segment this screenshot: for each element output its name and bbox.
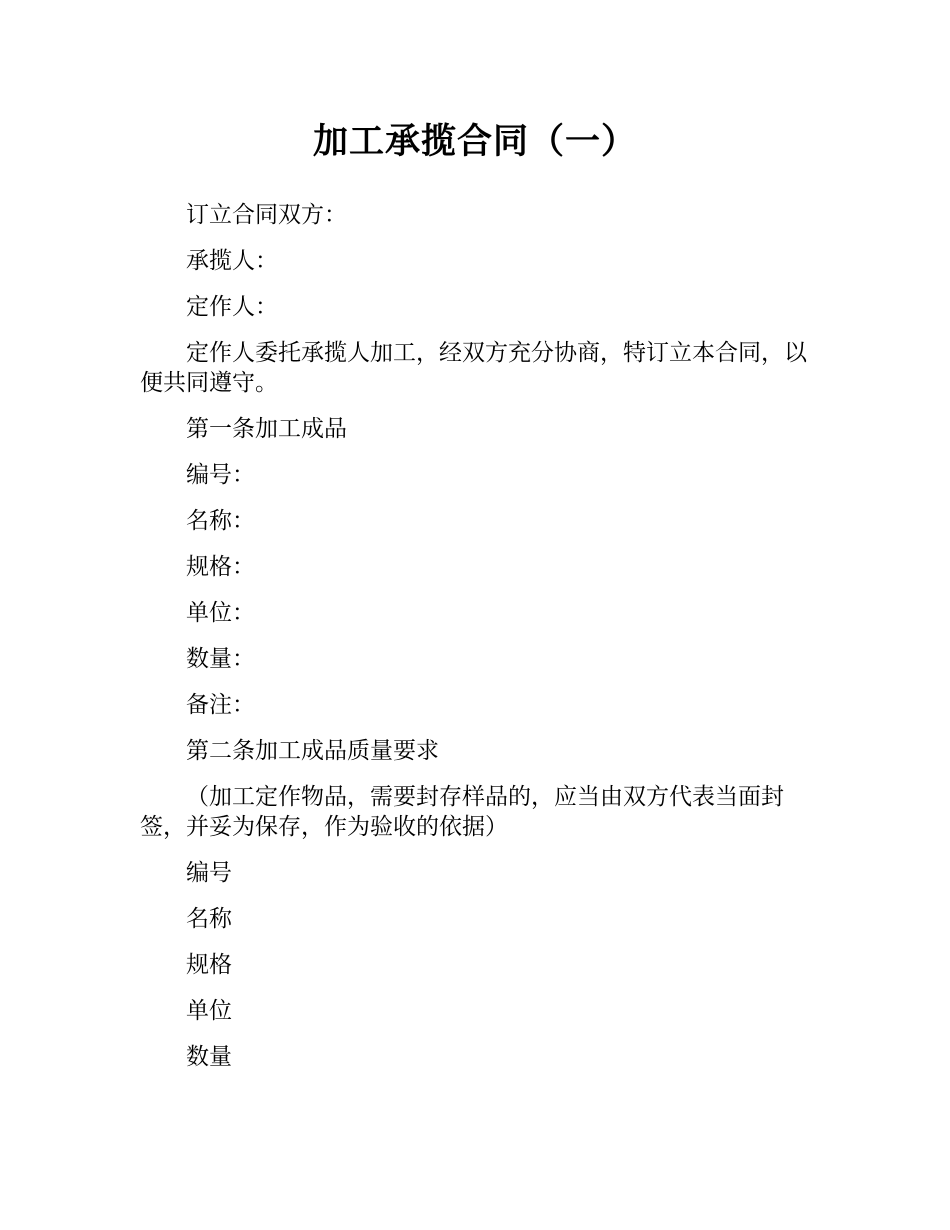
product-remarks-field: 备注： <box>186 692 255 718</box>
quality-quantity-label: 数量 <box>186 1044 232 1070</box>
product-unit-field: 单位： <box>186 600 255 626</box>
quality-unit-label: 单位 <box>186 998 232 1024</box>
document-body <box>140 200 820 1088</box>
preamble-paragraph: 定作人委托承揽人加工，经双方充分协商，特订立本合同，以便共同遵守。 <box>140 340 807 396</box>
product-quantity-field: 数量： <box>186 646 255 672</box>
quality-name-label: 名称 <box>186 906 232 932</box>
article-1-heading: 第一条加工成品 <box>186 416 347 442</box>
client-field: 定作人： <box>186 294 278 320</box>
quality-number-label: 编号 <box>186 860 232 886</box>
article-2-heading: 第二条加工成品质量要求 <box>186 738 439 764</box>
quality-spec-label: 规格 <box>186 952 232 978</box>
document-title: 加工承揽合同（一） <box>312 122 637 162</box>
contractor-field: 承揽人： <box>186 248 278 274</box>
sample-note-paragraph: （加工定作物品，需要封存样品的，应当由双方代表当面封签，并妥为保存，作为验收的依据） <box>140 784 784 840</box>
product-number-field: 编号： <box>186 462 255 488</box>
parties-heading: 订立合同双方： <box>186 202 347 228</box>
product-name-field: 名称： <box>186 508 255 534</box>
product-spec-field: 规格： <box>186 554 255 580</box>
